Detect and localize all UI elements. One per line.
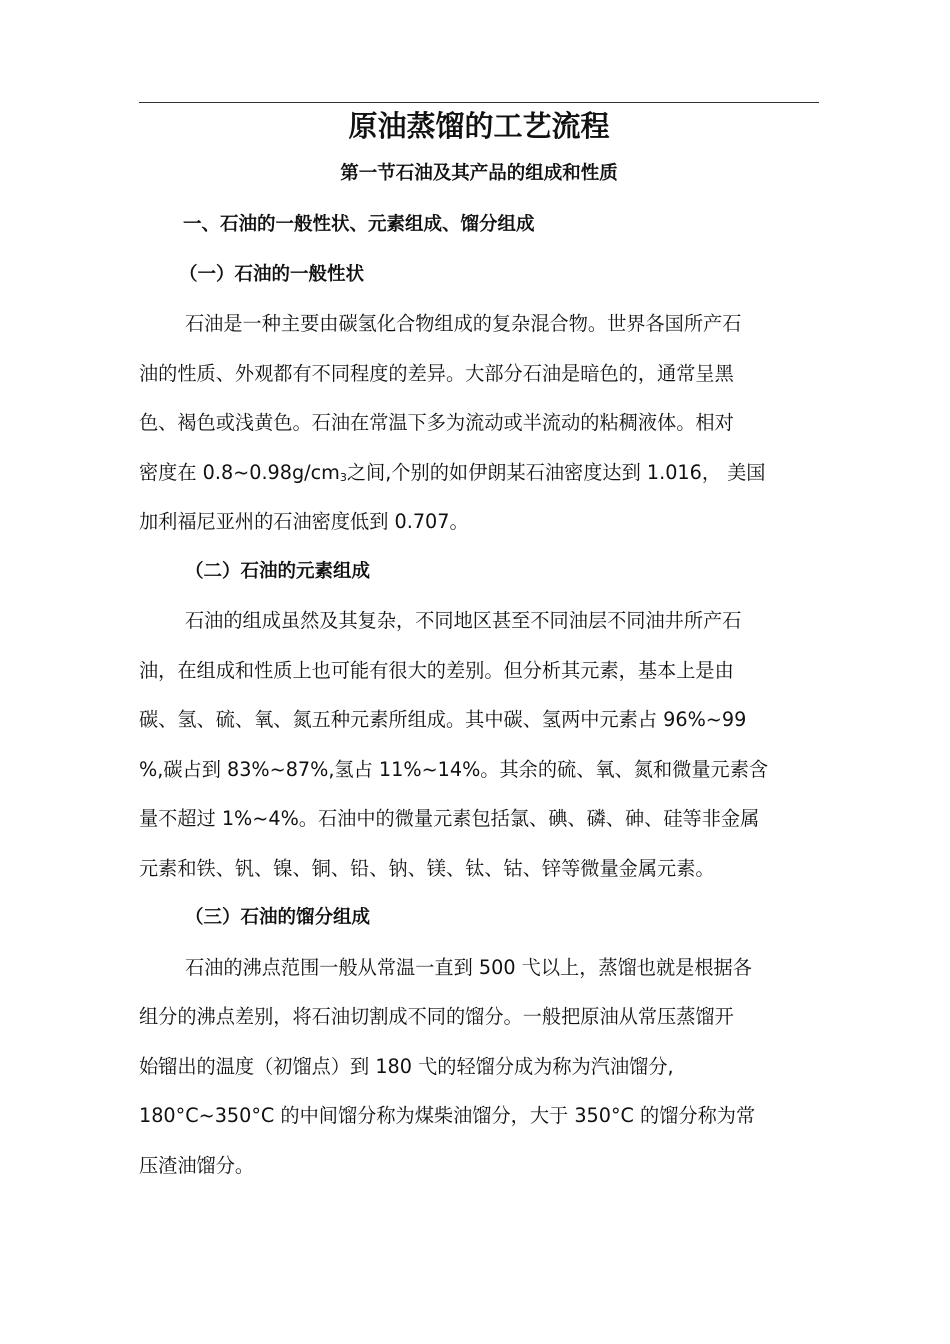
paragraph-line: 石油的沸点范围一般从常温一直到 500 弋以上，蒸馏也就是根据各 (185, 955, 752, 979)
paragraph-line-density (139, 448, 819, 498)
document-body (139, 104, 819, 1190)
paragraph-line: 始镏出的温度（初馏点）到 180 弋的轻馏分成为称为汽油馏分, (139, 1054, 674, 1078)
density-suffix: 之间,个别的如伊朗某石油密度达到 1.016， 美国 (346, 460, 766, 484)
paragraph-line: 组分的沸点差别，将石油切割成不同的馏分。一般把原油从常压蒸馏开 (139, 1005, 734, 1028)
paragraph-general-properties (139, 299, 819, 547)
paragraph-line: 碳、氢、硫、氧、氮五种元素所组成。其中碳、氢两中元素占 96%~99 (139, 708, 747, 731)
paragraph-element-composition (139, 596, 819, 893)
paragraph-line: 量不超过 1%~4%。石油中的微量元素包括氯、碘、磷、砷、硅等非金属 (139, 807, 760, 830)
paragraph-line: 油的性质、外观都有不同程度的差异。大部分石油是暗色的，通常呈黑 (139, 361, 734, 385)
paragraph-line: 元素和铁、钒、镍、铜、铅、钠、镁、钛、钴、锌等微量金属元素。 (139, 856, 715, 880)
paragraph-fraction-composition (139, 943, 819, 1191)
document-title: 原油蒸馏的工艺流程 (348, 109, 610, 143)
subsection-heading-3: （三）石油的馏分组成 (185, 907, 371, 928)
subsection-heading-2: （二）石油的元素组成 (185, 560, 371, 582)
header-rule (139, 102, 819, 103)
section-heading: 一、石油的一般性状、元素组成、馏分组成 (183, 214, 535, 235)
paragraph-line: 180°C~350°C 的中间馏分称为煤柴油馏分，大于 350°C 的馏分称为常 (139, 1104, 756, 1127)
density-prefix: 密度在 0.8~0.98g/cm (139, 460, 340, 484)
paragraph-line: 加利福尼亚州的石油密度低到 0.707。 (139, 510, 469, 533)
paragraph-line: 压渣油馏分。 (139, 1153, 255, 1177)
paragraph-line: 色、褐色或浅黄色。石油在常温下多为流动或半流动的粘稠液体。相对 (139, 411, 734, 434)
section-subtitle: 第一节石油及其产品的组成和性质 (340, 163, 618, 184)
subsection-heading-1: （一）石油的一般性状 (179, 263, 365, 285)
paragraph-line: 石油是一种主要由碳氢化合物组成的复杂混合物。世界各国所产石 (185, 312, 742, 335)
paragraph-line: 石油的组成虽然及其复杂，不同地区甚至不同油层不同油井所产石 (185, 609, 742, 632)
paragraph-line: 油，在组成和性质上也可能有很大的差别。但分析其元素，基本上是由 (139, 658, 734, 682)
density-subscript: 3 (339, 470, 347, 484)
paragraph-line: %,碳占到 83%~87%,氢占 11%~14%。其余的硫、氧、氮和微量元素含 (139, 757, 769, 781)
